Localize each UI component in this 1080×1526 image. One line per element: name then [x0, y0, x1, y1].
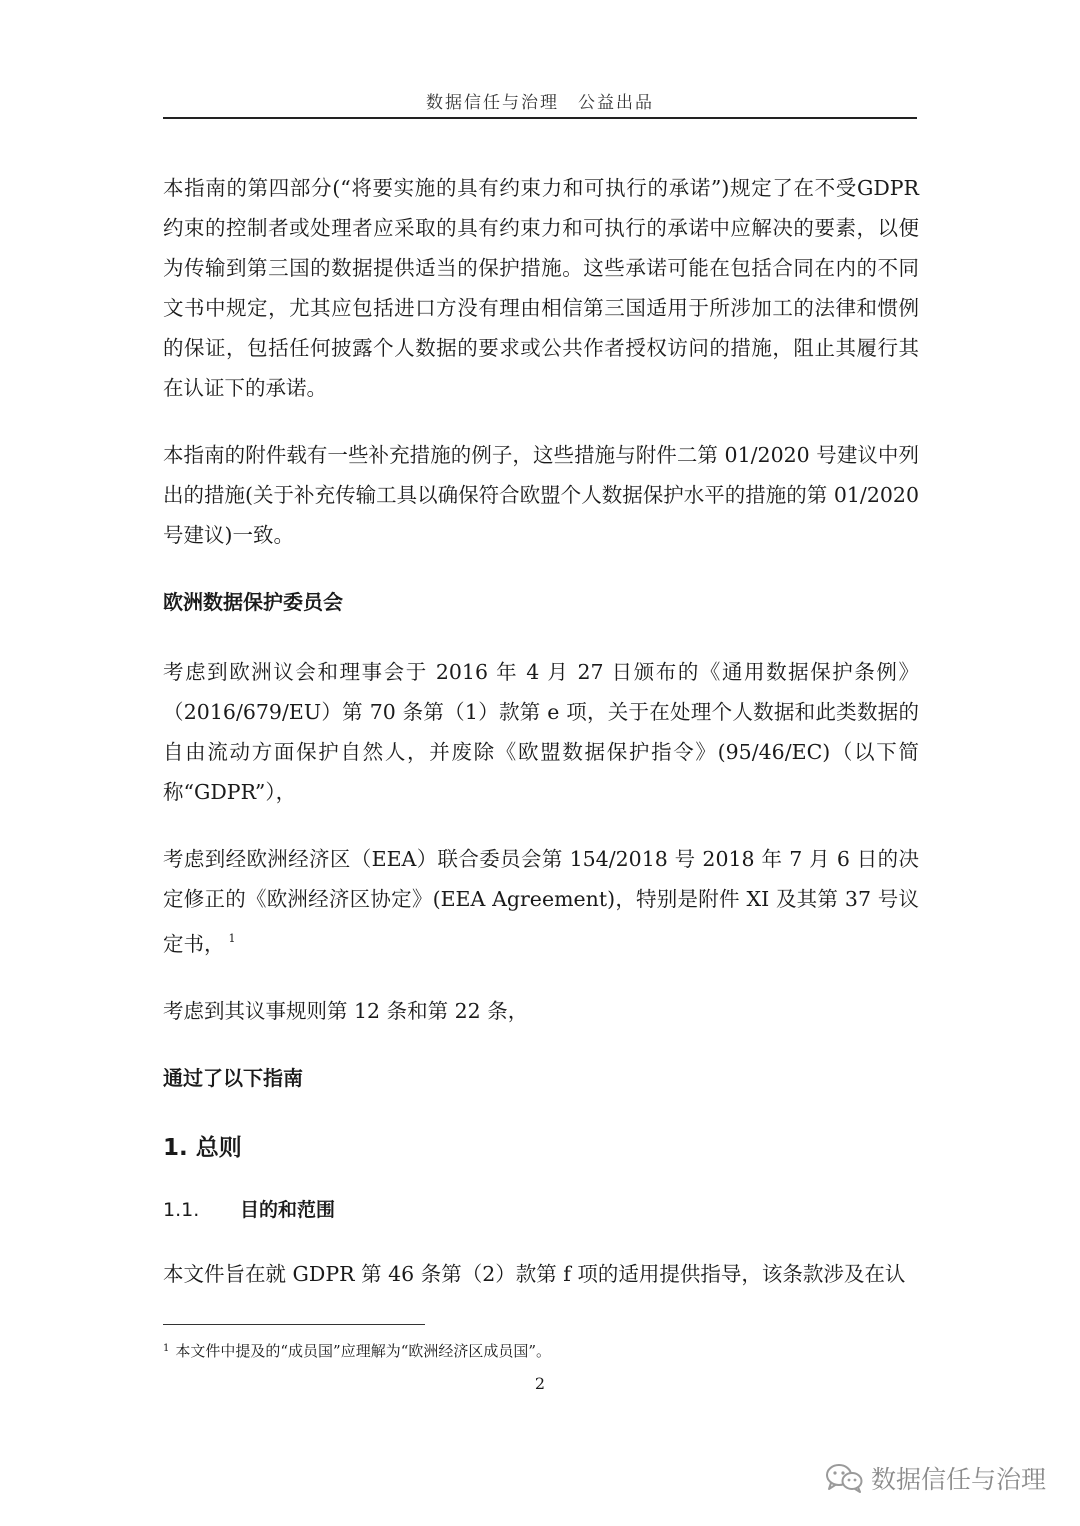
paragraph-section-four-summary: 本指南的第四部分(“将要实施的具有约束力和可执行的承诺”)规定了在不受GDPR 约束的控制者或处理者应采取的具有约束力和可执行的承诺中应解决的要素，以便为传输到第三国的数据提供适当的保护措施。这些承诺可能在包括合同在内的不同文书中规定，尤其应包括进口方没有理由相信第三国适用于所涉加工的法律和惯例的保证，包括任何披露个人数据的要求或公共作者授权访问的措施，阻止其履行其在认证下的承诺。: [163, 176, 919, 400]
footnote-mark: 1: [163, 1343, 170, 1354]
paragraph-rules-of-procedure: 考虑到其议事规则第 12 条和第 22 条，: [163, 999, 529, 1023]
document-body: [163, 168, 919, 1321]
board-heading: 欧洲数据保护委员会: [163, 590, 343, 614]
paragraph-having-regard-eea: [163, 839, 919, 964]
wechat-icon: [825, 1463, 863, 1493]
subsection-heading-purpose: [163, 1190, 919, 1230]
page-header: 数据信任与治理 公益出品: [426, 93, 654, 113]
section-heading-general: 1. 总则: [163, 1135, 242, 1161]
header-rule: [163, 117, 917, 119]
paragraph-annex-examples: 本指南的附件载有一些补充措施的例子，这些措施与附件二第 01/2020 号建议中列出的措施(关于补充传输工具以确保符合欧盟个人数据保护水平的措施的第 01/2020 号建议)一致。: [163, 443, 919, 547]
subsection-title: 目的和范围: [240, 1199, 336, 1221]
watermark: [825, 1460, 1046, 1496]
footnote: [163, 1338, 551, 1362]
footnote-rule: [163, 1324, 425, 1325]
paragraph-document-purpose: 本文件旨在就 GDPR 第 46 条第（2）款第 f 项的适用提供指导，该条款涉及在认: [163, 1262, 906, 1286]
page-number: 2: [534, 1374, 546, 1393]
watermark-text: 数据信任与治理: [870, 1465, 1046, 1494]
footnote-reference[interactable]: 1: [228, 932, 236, 945]
subsection-number: 1.1.: [163, 1199, 200, 1221]
eea-text: 考虑到经欧洲经济区（EEA）联合委员会第 154/2018 号 2018 年 7 月 6 日的决定修正的《欧洲经济区协定》(EEA Agreement)，特别是附件 XI 及其第 37 号议定书，: [163, 847, 919, 956]
paragraph-having-regard-gdpr: 考虑到欧洲议会和理事会于 2016 年 4 月 27 日颁布的《通用数据保护条例》（2016/679/EU）第 70 条第（1）款第 e 项，关于在处理个人数据和此类数据的自由流动方面保护自然人，并废除《欧盟数据保护指令》(95/46/EC)（以下简称“GDPR”），: [163, 660, 919, 804]
adopt-heading: 通过了以下指南: [163, 1066, 303, 1090]
footnote-text: 本文件中提及的“成员国”应理解为“欧洲经济区成员国”。: [175, 1342, 552, 1360]
